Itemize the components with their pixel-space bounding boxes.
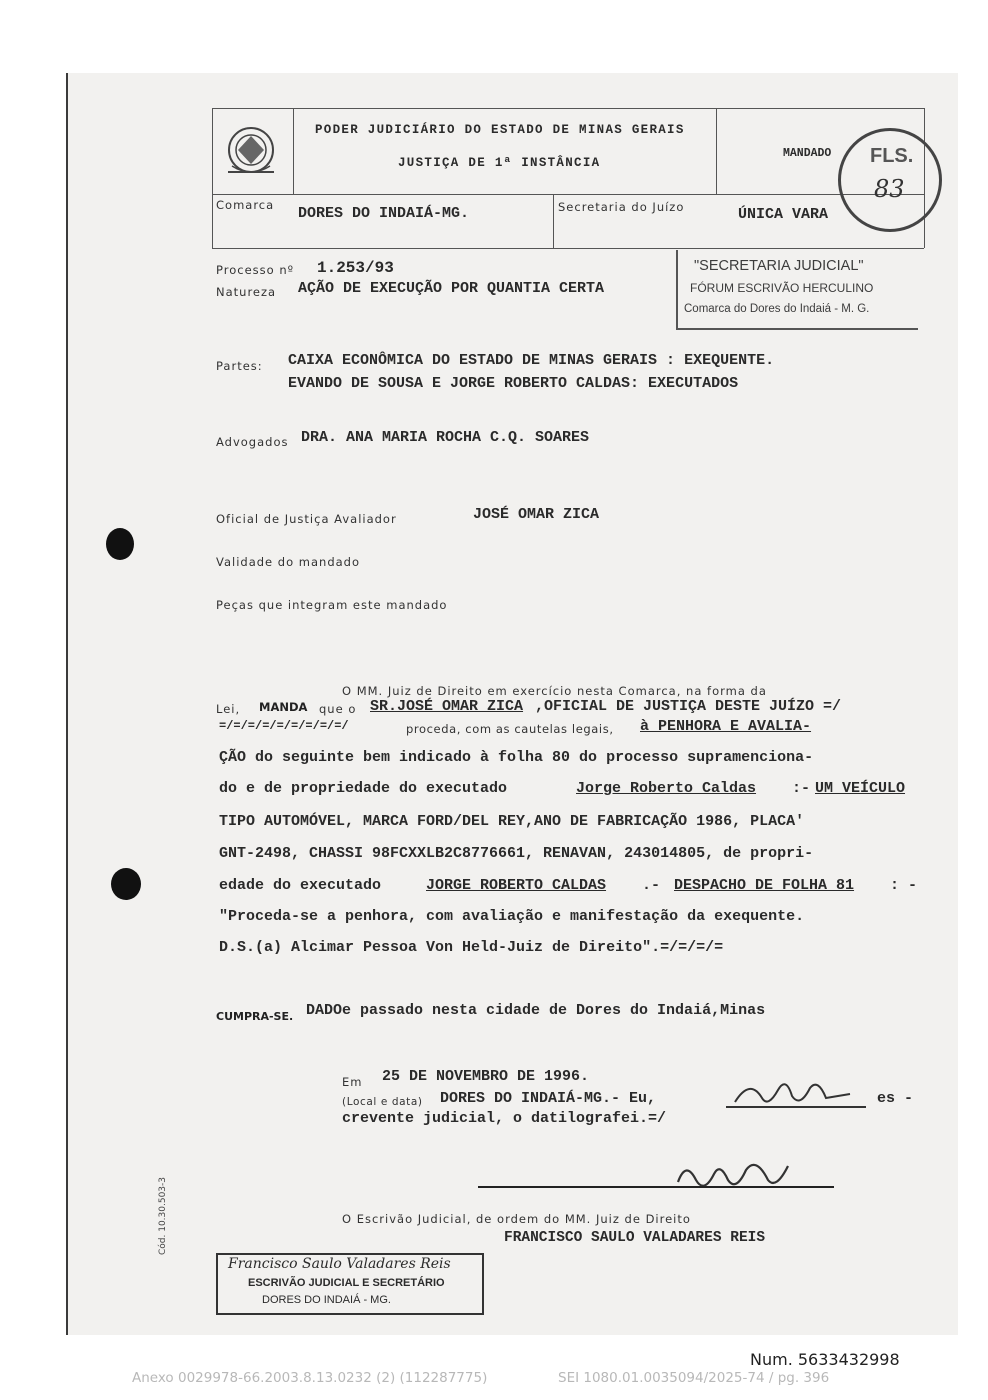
body-penhora: à PENHORA E AVALIA- bbox=[640, 718, 812, 735]
oficial-label: Oficial de Justiça Avaliador bbox=[216, 512, 397, 526]
signature-caption: O Escrivão Judicial, de ordem do MM. Juiz de Direito bbox=[342, 1212, 691, 1226]
date-es: es - bbox=[877, 1090, 914, 1107]
body-line3: ÇÃO do seguinte bem indicado à folha 80 do processo supramenciona- bbox=[219, 749, 814, 766]
secretaria-stamp-line3: Comarca do Dores do Indaiá - M. G. bbox=[684, 303, 870, 315]
processo-value: 1.253/93 bbox=[317, 259, 394, 277]
advogados-label: Advogados bbox=[216, 435, 289, 449]
body-line4c: :- bbox=[792, 780, 811, 797]
body-proceda: proceda, com as cautelas legais, bbox=[406, 722, 614, 736]
footer-anexo: Anexo 0029978-66.2003.8.13.0232 (2) (112287775) bbox=[132, 1370, 488, 1386]
cumpra-value: DADOe passado nesta cidade de Dores do Indaiá,Minas bbox=[306, 1002, 766, 1019]
body-manda: MANDA bbox=[259, 700, 308, 714]
validade-label: Validade do mandado bbox=[216, 555, 361, 569]
body-line8: "Proceda-se a penhora, com avaliação e manifestação da exequente. bbox=[219, 908, 805, 925]
body-intro: O MM. Juiz de Direito em exercício nesta Comarca, na forma da bbox=[342, 684, 767, 698]
body-line7c: .- bbox=[642, 877, 661, 894]
secretaria-stamp-line2: FÓRUM ESCRIVÃO HERCULINO bbox=[690, 281, 874, 295]
body-que-o: que o bbox=[319, 702, 357, 716]
date-value: 25 DE NOVEMBRO DE 1996. bbox=[382, 1068, 590, 1085]
body-line4a: do e de propriedade do executado bbox=[219, 780, 508, 797]
secretaria-stamp-line1: "SECRETARIA JUDICIAL" bbox=[694, 258, 864, 274]
natureza-value: AÇÃO DE EXECUÇÃO POR QUANTIA CERTA bbox=[298, 280, 605, 297]
date-local: DORES DO INDAIÁ-MG.- Eu, bbox=[440, 1090, 657, 1107]
pecas-label: Peças que integram este mandado bbox=[216, 598, 448, 612]
secretaria-value: ÚNICA VARA bbox=[738, 206, 829, 223]
body-officer: SR.JOSÉ OMAR ZICA bbox=[370, 698, 524, 715]
body-line4d: UM VEÍCULO bbox=[815, 780, 906, 797]
body-officer-rest: ,OFICIAL DE JUSTIÇA DESTE JUÍZO =/ bbox=[535, 698, 842, 715]
date-local-label: (Local e data) bbox=[342, 1096, 423, 1108]
body-line6: GNT-2498, CHASSI 98FCXXLB2C8776661, RENAVAN, 243014805, de propri- bbox=[219, 845, 814, 862]
punch-hole bbox=[111, 868, 141, 900]
escrivao-stamp-line1: Francisco Saulo Valadares Reis bbox=[228, 1256, 451, 1272]
footer-num: Num. 5633432998 bbox=[750, 1350, 900, 1369]
body-line4b: Jorge Roberto Caldas bbox=[576, 780, 757, 797]
signature-name: FRANCISCO SAULO VALADARES REIS bbox=[504, 1230, 766, 1246]
signature-line bbox=[478, 1186, 834, 1188]
body-fill: =/=/=/=/=/=/=/=/=/ bbox=[219, 719, 349, 733]
org-title: PODER JUDICIÁRIO DO ESTADO DE MINAS GERAIS bbox=[315, 123, 685, 137]
body-line7a: edade do executado bbox=[219, 877, 382, 894]
body-lei: Lei, bbox=[216, 702, 241, 716]
escrivao-signature bbox=[670, 1150, 800, 1200]
body-line7d: DESPACHO DE FOLHA 81 bbox=[674, 877, 855, 894]
processo-label: Processo nº bbox=[216, 263, 295, 277]
secretaria-label: Secretaria do Juízo bbox=[558, 200, 685, 214]
partes-label: Partes: bbox=[216, 359, 263, 373]
escrivao-stamp-line2: ESCRIVÃO JUDICIAL E SECRETÁRIO bbox=[248, 1277, 445, 1289]
date-em: Em bbox=[342, 1075, 363, 1089]
oficial-value: JOSÉ OMAR ZICA bbox=[473, 506, 600, 523]
body-line7e: : - bbox=[890, 877, 918, 894]
form-code: Cód. 10.30.503-3 bbox=[158, 1176, 168, 1255]
partes-line2: EVANDO DE SOUSA E JORGE ROBERTO CALDAS: EXECUTADOS bbox=[288, 375, 739, 392]
escrivao-stamp-line3: DORES DO INDAIÁ - MG. bbox=[262, 1294, 391, 1306]
doc-type: MANDADO bbox=[783, 147, 832, 160]
partes-line1: CAIXA ECONÔMICA DO ESTADO DE MINAS GERAIS : EXEQUENTE. bbox=[288, 352, 775, 369]
comarca-value: DORES DO INDAIÁ-MG. bbox=[298, 205, 470, 222]
natureza-label: Natureza bbox=[216, 285, 277, 299]
court-title: JUSTIÇA DE 1ª INSTÂNCIA bbox=[398, 156, 601, 170]
body-line9: D.S.(a) Alcimar Pessoa Von Held-Juiz de Direito".=/=/=/= bbox=[219, 939, 724, 956]
cumpra-label: CUMPRA-SE. bbox=[216, 1010, 294, 1023]
body-line7b: JORGE ROBERTO CALDAS bbox=[426, 877, 607, 894]
fls-label: FLS. bbox=[870, 145, 914, 167]
comarca-label: Comarca bbox=[216, 198, 275, 212]
clerk-sign-line bbox=[726, 1106, 866, 1108]
punch-hole bbox=[106, 528, 134, 560]
footer-sei: SEI 1080.01.0035094/2025-74 / pg. 396 bbox=[558, 1370, 830, 1386]
body-line5: TIPO AUTOMÓVEL, MARCA FORD/DEL REY,ANO DE FABRICAÇÃO 1986, PLACA' bbox=[219, 813, 805, 830]
fls-number: 83 bbox=[874, 175, 905, 203]
coat-of-arms-icon bbox=[218, 120, 284, 180]
date-line3: crevente judicial, o datilografei.=/ bbox=[342, 1110, 667, 1127]
advogados-value: DRA. ANA MARIA ROCHA C.Q. SOARES bbox=[301, 429, 590, 446]
